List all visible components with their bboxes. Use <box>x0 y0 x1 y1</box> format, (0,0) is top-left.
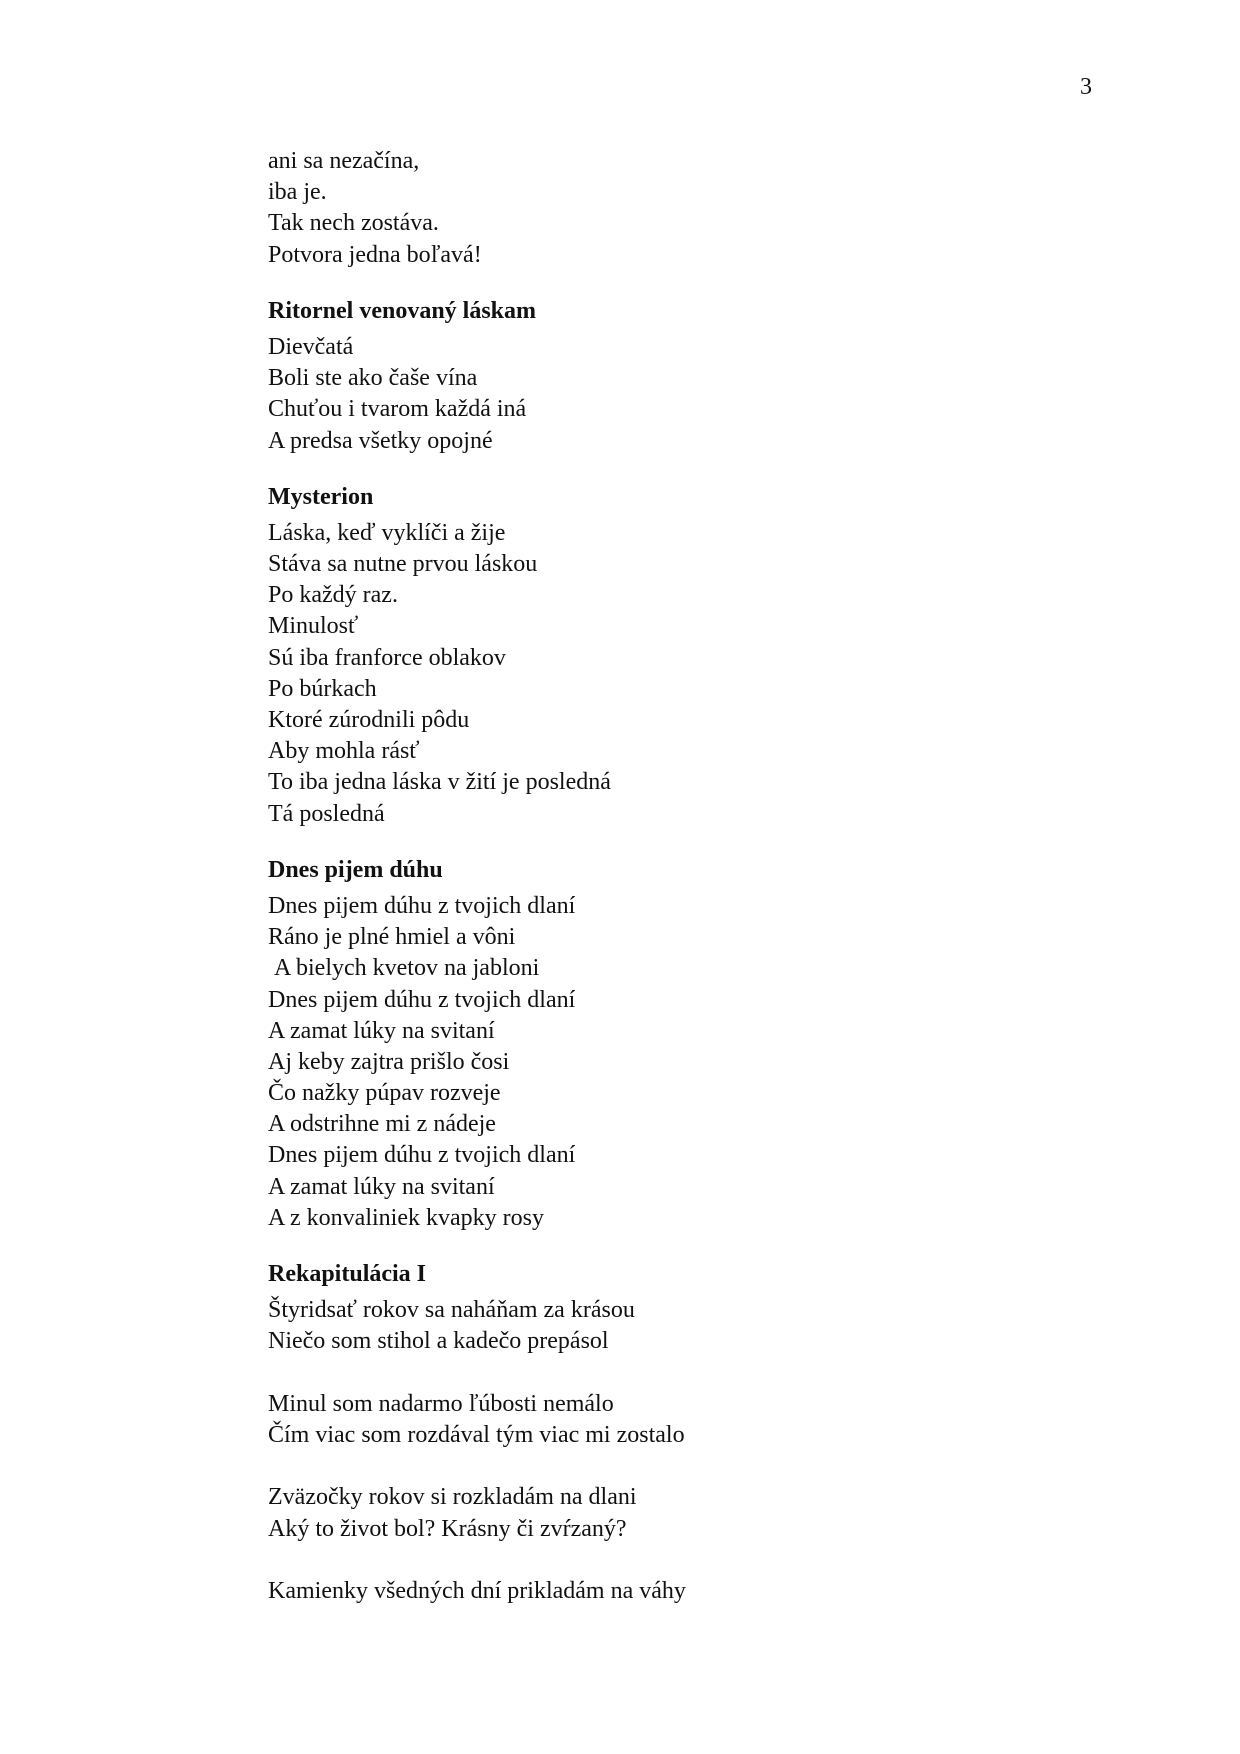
verse-line: Minulosť <box>268 613 359 640</box>
stanza-break <box>268 1358 1148 1389</box>
poem-title: Rekapitulácia I <box>268 1261 427 1287</box>
stanza-break <box>268 1545 1148 1576</box>
poem-title: Ritornel venovaný láskam <box>268 297 537 324</box>
poem-ritornel <box>268 296 1148 457</box>
poem-title: Mysterion <box>268 483 374 510</box>
verse-line: Aby mohla rásť <box>268 738 420 765</box>
verse-line: A zamat lúky na svitaní <box>268 1017 495 1044</box>
verse-line: Dnes pijem dúhu z tvojich dlaní <box>268 986 576 1013</box>
verse-line: Dievčatá <box>268 333 354 360</box>
verse-line: Po búrkach <box>268 675 377 702</box>
page-number: 3 <box>1080 74 1092 100</box>
verse-line: Aj keby zajtra prišlo čosi <box>268 1048 510 1075</box>
stanza-break <box>268 1451 1148 1482</box>
verse-line: Čím viac som rozdával tým viac mi zostalo <box>268 1421 685 1448</box>
verse-line: Boli ste ako čaše vína <box>268 365 478 392</box>
poem-title: Dnes pijem dúhu <box>268 856 443 883</box>
verse-line: Minul som nadarmo ľúbosti nemálo <box>268 1390 614 1417</box>
verse-line: Aký to život bol? Krásny či zvŕzaný? <box>268 1515 627 1542</box>
verse-line: Dnes pijem dúhu z tvojich dlaní <box>268 892 576 919</box>
verse-line: ani sa nezačína, <box>268 148 420 174</box>
verse-line: A odstrihne mi z nádeje <box>268 1111 496 1138</box>
verse-line: Kamienky všedných dní prikladám na váhy <box>268 1577 686 1604</box>
verse-line: Dnes pijem dúhu z tvojich dlaní <box>268 1142 576 1169</box>
verse-line: Potvora jedna boľavá! <box>268 241 482 268</box>
verse-line: Po každý raz. <box>268 582 398 609</box>
verse-line: Láska, keď vyklíči a žije <box>268 519 506 546</box>
verse-line: Sú iba franforce oblakov <box>268 644 506 671</box>
verse-line: Ráno je plné hmiel a vôni <box>268 924 516 951</box>
verse-line: Ktoré zúrodnili pôdu <box>268 707 470 733</box>
verse-line: A zamat lúky na svitaní <box>268 1173 495 1200</box>
verse-line: Chuťou i tvarom každá iná <box>268 396 527 423</box>
verse-line: A z konvaliniek kvapky rosy <box>268 1204 544 1231</box>
verse-line: Stáva sa nutne prvou láskou <box>268 551 538 578</box>
poem-dnes-pijem-duhu <box>268 855 1148 1234</box>
opening-stanza <box>268 146 1148 271</box>
verse-line: Tak nech zostáva. <box>268 210 439 237</box>
verse-line: Zväzočky rokov si rozkladám na dlani <box>268 1484 637 1511</box>
page-content <box>268 146 1148 1607</box>
verse-line: Niečo som stihol a kadečo prepásol <box>268 1328 609 1355</box>
poem-mysterion <box>268 482 1148 830</box>
verse-line: A bielych kvetov na jabloni <box>274 955 540 982</box>
verse-line: To iba jedna láska v žití je posledná <box>268 769 611 796</box>
poem-rekapitulacia <box>268 1259 1148 1607</box>
verse-line: Čo nažky púpav rozveje <box>268 1080 501 1107</box>
verse-line: Štyridsať rokov sa naháňam za krásou <box>268 1297 635 1324</box>
verse-line: Tá posledná <box>268 800 385 827</box>
verse-line: A predsa všetky opojné <box>268 427 493 454</box>
verse-line: iba je. <box>268 179 327 206</box>
